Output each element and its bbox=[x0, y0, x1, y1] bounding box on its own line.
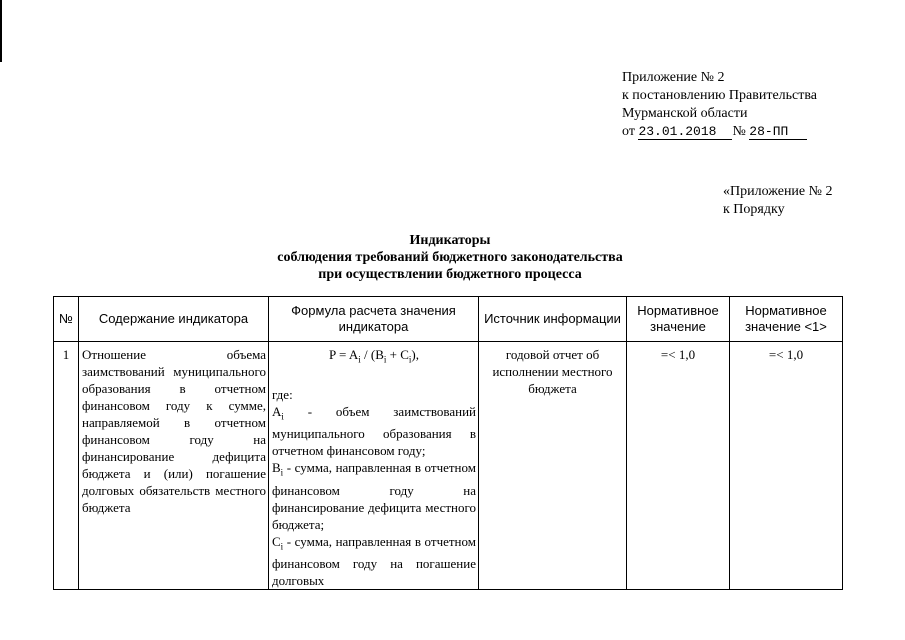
title-line-3: при осуществлении бюджетного процесса bbox=[318, 267, 582, 282]
appendix-date-line bbox=[622, 123, 817, 141]
document-title bbox=[230, 232, 670, 283]
number-prefix: № bbox=[732, 124, 746, 139]
row-content: Отношение объема заимствований муниципального образования в отчетном финансовом году к сумме, направляемой в отчетном финансовом году на финансирование дефицита бюджета и (или) погашение долговых обязательств местного бюджета bbox=[79, 342, 269, 590]
formula-def-a bbox=[272, 403, 476, 460]
def-symbol: A bbox=[272, 403, 282, 419]
header-normative: Нормативное значение bbox=[627, 297, 730, 342]
formula-def-b bbox=[272, 459, 476, 533]
appendix-header bbox=[622, 69, 817, 141]
header-num: № bbox=[54, 297, 79, 342]
row-normative-2: =< 1,0 bbox=[730, 342, 843, 590]
formula-where: где: bbox=[272, 386, 293, 402]
def-subscript: i bbox=[280, 541, 284, 552]
table-row bbox=[54, 342, 843, 590]
formula-part: + C bbox=[386, 347, 409, 362]
header-source: Источник информации bbox=[479, 297, 627, 342]
formula-part: / (B bbox=[360, 347, 384, 362]
appendix2-title: «Приложение № 2 bbox=[723, 184, 833, 199]
title-line-1: Индикаторы bbox=[409, 233, 491, 248]
appendix-procedure bbox=[723, 183, 833, 219]
formula-subscript: i bbox=[358, 354, 361, 365]
def-text: - объем заимствований муниципального образования в отчетном финансовом году; bbox=[272, 403, 476, 459]
header-content: Содержание индикатора bbox=[79, 297, 269, 342]
formula-subscript: i bbox=[408, 354, 412, 365]
row-formula bbox=[269, 342, 479, 590]
appendix-number bbox=[749, 124, 807, 140]
number-value: 28-ПП bbox=[749, 124, 789, 139]
indicators-table bbox=[53, 296, 843, 590]
formula-def-c bbox=[272, 533, 476, 590]
appendix-date bbox=[638, 124, 732, 140]
row-normative: =< 1,0 bbox=[627, 342, 730, 590]
def-subscript: i bbox=[281, 411, 284, 422]
date-prefix: от bbox=[622, 124, 635, 139]
header-formula: Формула расчета значения индикатора bbox=[269, 297, 479, 342]
appendix-title: Приложение № 2 bbox=[622, 70, 725, 85]
title-line-2: соблюдения требований бюджетного законодательства bbox=[277, 250, 623, 265]
row-num: 1 bbox=[54, 342, 79, 590]
header-normative-2: Нормативное значение <1> bbox=[730, 297, 843, 342]
table-header-row bbox=[54, 297, 843, 342]
formula-part: ), bbox=[411, 347, 420, 362]
formula-spacer bbox=[272, 369, 476, 386]
date-value: 23.01.2018 bbox=[638, 124, 717, 139]
appendix2-reference: к Порядку bbox=[723, 202, 785, 217]
def-symbol: B bbox=[272, 460, 281, 476]
formula-main bbox=[272, 346, 476, 369]
appendix-region: Мурманской области bbox=[622, 106, 748, 121]
appendix-reference: к постановлению Правительства bbox=[622, 88, 818, 103]
def-text: - сумма, направленная в отчетном финансовом году на финансирование дефицита местного бюджета; bbox=[272, 460, 476, 532]
formula-subscript: i bbox=[383, 354, 387, 365]
formula-part: P = A bbox=[328, 347, 359, 362]
def-text: - сумма, направленная в отчетном финансовом году на погашение долговых bbox=[272, 533, 476, 589]
page-edge-rule bbox=[0, 0, 2, 62]
row-source: годовой отчет об исполнении местного бюджета bbox=[479, 342, 627, 590]
def-symbol: C bbox=[272, 533, 281, 549]
def-subscript: i bbox=[280, 467, 284, 478]
